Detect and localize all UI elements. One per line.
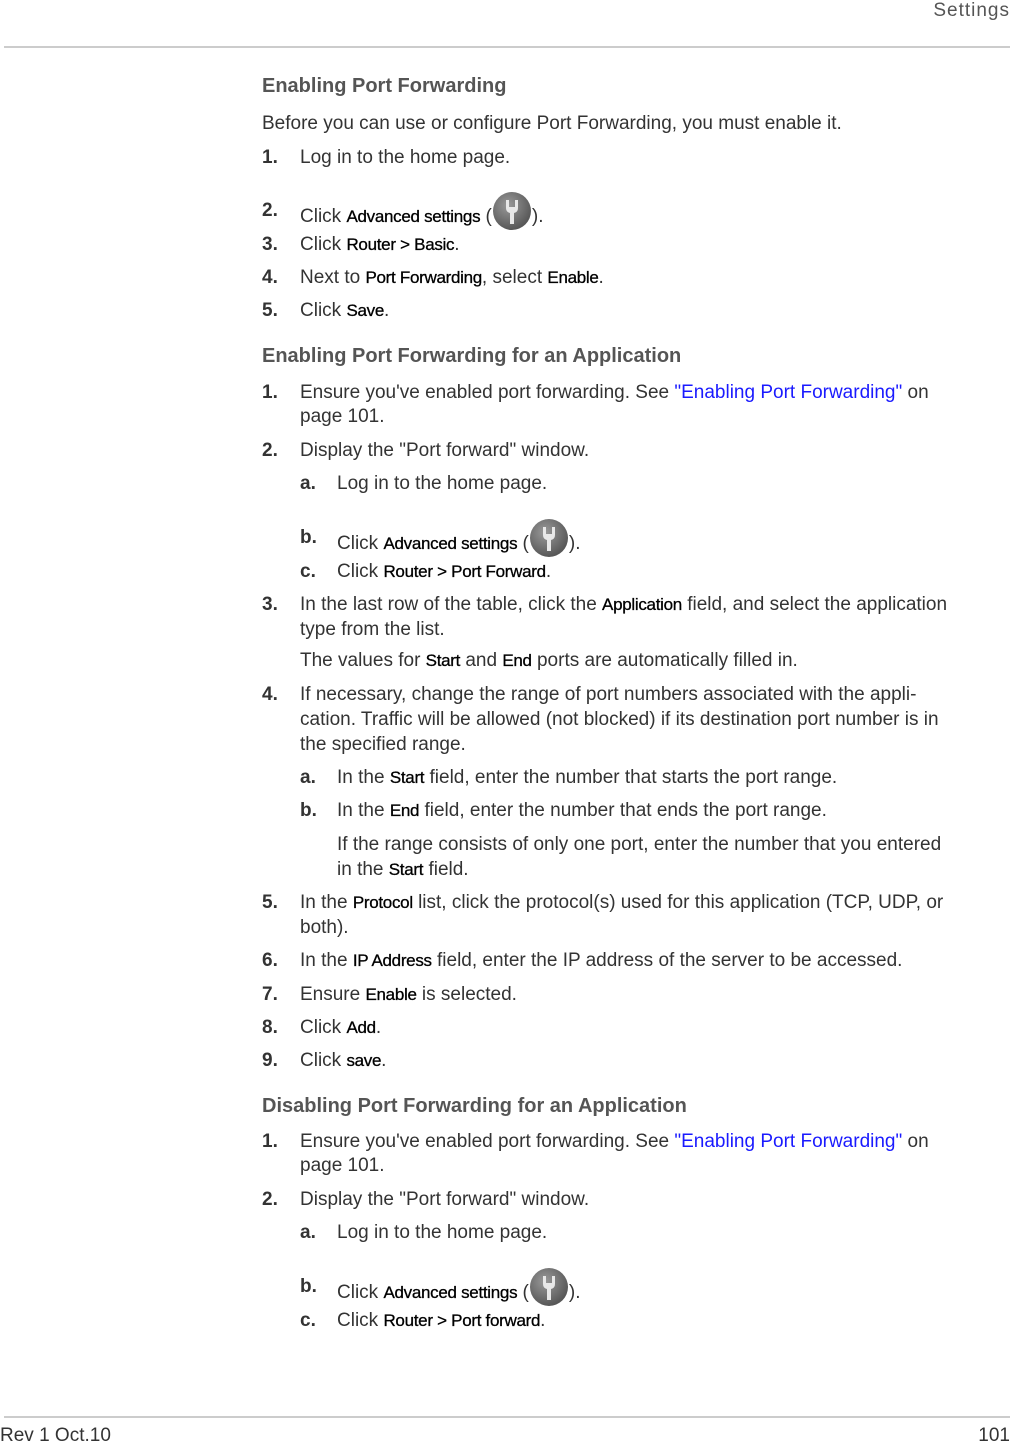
step-number: 8.	[262, 1017, 278, 1038]
substep-letter: b.	[300, 527, 317, 548]
substep-text: Log in to the home page.	[337, 473, 548, 494]
step-text: Next to Port Forwarding, select Enable.	[300, 267, 604, 288]
running-header: Settings	[933, 0, 1010, 21]
keyword: Router > Basic	[346, 235, 455, 254]
keyword: Save	[346, 301, 385, 320]
header-divider	[4, 46, 1010, 48]
wrench-icon	[530, 519, 568, 557]
step-text: Display the "Port forward" window.	[300, 1189, 590, 1210]
step-text: Ensure you've enabled port forwarding. See "Enabling Port Forwarding" on	[300, 1131, 929, 1152]
step-text-cont: the specified range.	[300, 734, 466, 755]
step-text: Click Advanced settings ( ).	[300, 198, 544, 236]
step-number: 6.	[262, 950, 278, 971]
step-text: In the Protocol list, click the protocol(s) used for this application (TCP, UDP, or	[300, 892, 944, 913]
step-number: 1.	[262, 1131, 278, 1152]
page-number: 101	[978, 1425, 1010, 1446]
wrench-icon	[530, 1268, 568, 1306]
step-text-cont: page 101.	[300, 1155, 385, 1176]
step-text: Click save.	[300, 1050, 387, 1071]
section-heading-enabling: Enabling Port Forwarding	[262, 75, 507, 97]
substep-letter: a.	[300, 767, 316, 788]
wrench-icon	[493, 192, 531, 230]
step-number: 1.	[262, 147, 278, 168]
step-note: The values for Start and End ports are automatically filled in.	[300, 650, 798, 671]
section-heading-enabling-app: Enabling Port Forwarding for an Application	[262, 345, 682, 367]
step-number: 5.	[262, 300, 278, 321]
step-number: 3.	[262, 234, 278, 255]
substep-text: Click Router > Port forward.	[337, 1310, 546, 1331]
keyword: Router > Port forward	[383, 1311, 541, 1330]
keyword: Port Forwarding	[365, 268, 482, 287]
substep-text: Click Advanced settings ( ).	[337, 1274, 581, 1312]
step-number: 4.	[262, 267, 278, 288]
substep-text: In the End field, enter the number that ends the port range.	[337, 800, 827, 821]
step-text: Ensure you've enabled port forwarding. See "Enabling Port Forwarding" on	[300, 382, 929, 403]
step-text: Click Save.	[300, 300, 390, 321]
keyword: Application	[602, 595, 682, 614]
cross-reference-link[interactable]: "Enabling Port Forwarding"	[674, 1131, 903, 1152]
intro-text: Before you can use or configure Port Forwarding, you must enable it.	[262, 113, 842, 134]
substep-letter: b.	[300, 800, 317, 821]
step-text-cont: page 101.	[300, 406, 385, 427]
step-number: 2.	[262, 1189, 278, 1210]
substep-letter: c.	[300, 1310, 316, 1331]
keyword: save	[346, 1051, 382, 1070]
keyword: End	[502, 651, 532, 670]
substep-note: If the range consists of only one port, enter the number that you entered	[337, 834, 942, 855]
keyword: Add	[346, 1018, 376, 1037]
substep-text: Click Advanced settings ( ).	[337, 525, 581, 563]
step-text: Click Router > Basic.	[300, 234, 460, 255]
section-heading-disabling-app: Disabling Port Forwarding for an Application	[262, 1095, 687, 1117]
footer-divider	[4, 1416, 1010, 1418]
step-text: In the IP Address field, enter the IP address of the server to be accessed.	[300, 950, 903, 971]
step-text-cont: type from the list.	[300, 619, 445, 640]
keyword: Start	[389, 768, 425, 787]
substep-note-cont: in the Start field.	[337, 859, 469, 880]
step-text: Click Add.	[300, 1017, 382, 1038]
substep-text: Click Router > Port Forward.	[337, 561, 552, 582]
keyword: Advanced settings	[346, 207, 481, 227]
keyword: Advanced settings	[383, 1283, 518, 1303]
keyword: End	[389, 801, 420, 820]
keyword: Advanced settings	[383, 534, 518, 554]
keyword: Start	[425, 651, 461, 670]
step-number: 3.	[262, 594, 278, 615]
footer-revision: Rev 1 Oct.10	[0, 1425, 111, 1446]
step-number: 5.	[262, 892, 278, 913]
keyword: IP Address	[352, 951, 432, 970]
step-text: Display the "Port forward" window.	[300, 440, 590, 461]
keyword: Router > Port Forward	[383, 562, 546, 581]
keyword: Protocol	[352, 893, 413, 912]
step-text-cont: both).	[300, 917, 349, 938]
step-number: 2.	[262, 440, 278, 461]
substep-text: Log in to the home page.	[337, 1222, 548, 1243]
substep-letter: b.	[300, 1276, 317, 1297]
step-number: 2.	[262, 200, 278, 221]
step-text: Log in to the home page.	[300, 147, 511, 168]
step-number: 7.	[262, 984, 278, 1005]
step-text: In the last row of the table, click the Application field, and select the application	[300, 594, 948, 615]
substep-letter: a.	[300, 1222, 316, 1243]
substep-letter: c.	[300, 561, 316, 582]
cross-reference-link[interactable]: "Enabling Port Forwarding"	[674, 382, 903, 403]
keyword: Enable	[365, 985, 417, 1004]
substep-text: In the Start field, enter the number that starts the port range.	[337, 767, 838, 788]
keyword: Start	[388, 860, 424, 879]
keyword: Enable	[547, 268, 599, 287]
step-text: If necessary, change the range of port numbers associated with the appli-	[300, 684, 917, 705]
substep-letter: a.	[300, 473, 316, 494]
step-number: 4.	[262, 684, 278, 705]
step-text-cont: cation. Traffic will be allowed (not blocked) if its destination port number is in	[300, 709, 939, 730]
step-number: 1.	[262, 382, 278, 403]
step-text: Ensure Enable is selected.	[300, 984, 517, 1005]
step-number: 9.	[262, 1050, 278, 1071]
